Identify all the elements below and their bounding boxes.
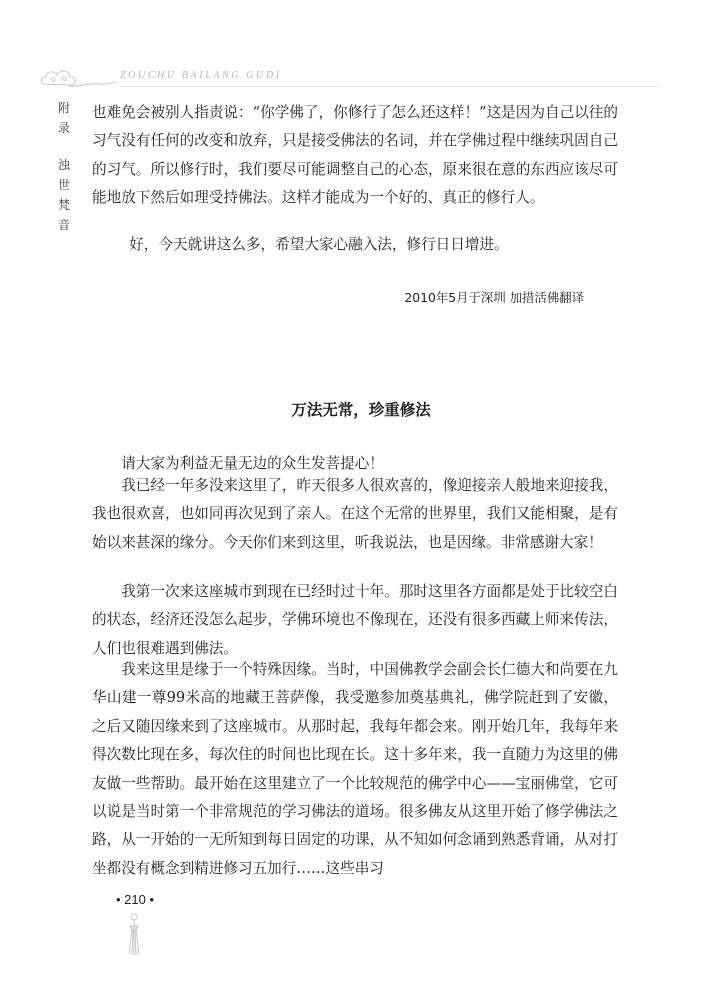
body-paragraph: 我已经一年多没来这里了，昨天很多人很欢喜的，像迎接亲人般地来迎接我，我也很欢喜，也如同再次见到了亲人。在这个无常的世界里，我们又能相聚，是有始以来甚深的缘分。今天你们来到这里，听我说法，也是因缘。非常感谢大家！ [92, 477, 618, 551]
closing-paragraph: 好，今天就讲这么多，希望大家心融入法，修行日日增进。 [129, 236, 509, 253]
side-tab-char: 梵 [57, 198, 70, 212]
side-tab-char: 录 [57, 121, 70, 135]
side-tab-char: 世 [57, 178, 70, 192]
tassel-ornament-icon [124, 912, 144, 956]
body-paragraph: 请大家为利益无量无边的众生发菩提心！ [121, 455, 384, 472]
side-tab-section [56, 98, 72, 138]
side-tab-char: 附 [57, 101, 70, 115]
side-tab-book [56, 155, 72, 235]
signature-line: 2010年5月于深圳 加措活佛翻译 [404, 290, 584, 305]
cloud-ornament-icon [38, 62, 118, 96]
side-tab-char: 音 [57, 218, 70, 232]
header-rule [120, 86, 660, 87]
body-paragraph: 也难免会被别人指责说：“你学佛了，你修行了怎么还这样！”这是因为自己以往的习气没有任何的改变和放弃，只是接受佛法的名词，并在学佛过程中继续巩固自己的习气。所以修行时，我们要尽可能调整自己的心态，原来很在意的东西应该尽可能地放下然后如理受持佛法。这样才能成为一个好的、真正的修行人。 [92, 104, 618, 207]
body-paragraph: 我来这里是缘于一个特殊因缘。当时，中国佛教学会副会长仁德大和尚要在九华山建一尊99米高的地藏王菩萨像，我受邀参加奠基典礼，佛学院赶到了安徽，之后又随因缘来到了这座城市。从那时起，我每年都会来。刚开始几年，我每年来得次数比现在多，每次住的时间也比现在长。这十多年来，我一直随力为这里的佛友做一些帮助。最开始在这里建立了一个比较规范的佛学中心——宝丽佛堂，它可以说是当时第一个非常规范的学习佛法的道场。很多佛友从这里开始了修学佛法之路，从一开始的一无所知到每日固定的功课，从不知如何念诵到熟悉背诵，从对打坐都没有概念到精进修习五加行……这些串习 [92, 661, 618, 877]
page-number: • 210 • [116, 892, 155, 907]
section-title: 万法无常，珍重修法 [291, 401, 431, 419]
body-paragraph: 我第一次来这座城市到现在已经时过十年。那时这里各方面都是处于比较空白的状态，经济还没怎么起步，学佛环境也不像现在，还没有很多西藏上师来传法，人们也很难遇到佛法。 [92, 583, 618, 657]
side-tab-char: 浊 [57, 158, 70, 172]
running-header: ZOUCHU BAILANG GUDI [120, 70, 282, 81]
